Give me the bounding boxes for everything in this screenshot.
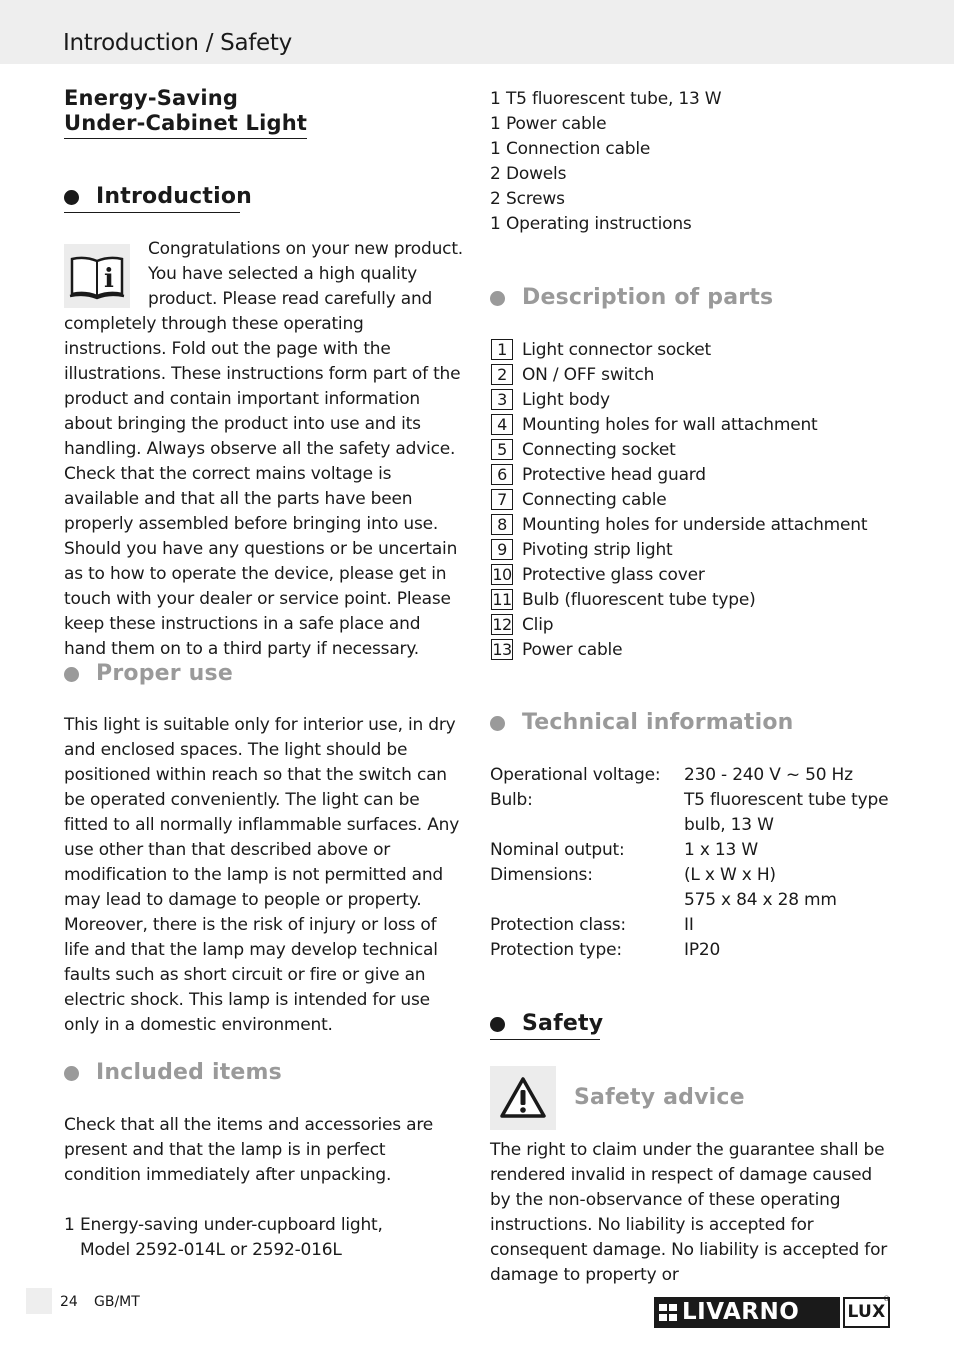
part-label: Light connector socket — [522, 340, 711, 360]
spec-value: IP20 — [684, 940, 721, 960]
spec-value: (L x W x H) — [684, 865, 776, 885]
part-number: 11 — [492, 590, 512, 609]
part-number: 4 — [491, 414, 513, 435]
list-item: 1 T5 fluorescent tube, 13 W — [490, 89, 722, 109]
spec-key: Protection class: — [490, 915, 626, 935]
list-item: 2 Screws — [490, 189, 565, 209]
proper-use-text: This light is suitable only for interior use, in dry and enclosed spaces. The light should be positioned within reach so that the switch can be operated conveniently. The light can be fitted to all normally inflammable surfaces. Any use other than that described above or modification to the lamp is not permitted and may lead to damage to people or property. Moreover, there is the risk of injury or loss of life and that the lamp may develop technical faults such as short circuit or fire or give an electric shock. This lamp is intended for use only in a domestic environment. — [64, 715, 460, 1035]
technical-information-heading — [490, 709, 794, 739]
part-number: 5 — [491, 439, 513, 460]
description-of-parts-heading-label: Description of parts — [522, 285, 774, 310]
logo-grid-icon — [659, 1304, 677, 1321]
description-of-parts-heading — [490, 284, 774, 314]
list-item: 2 Dowels — [490, 164, 567, 184]
part-label: ON / OFF switch — [522, 365, 655, 385]
part-label: Power cable — [522, 640, 623, 660]
spec-key: Bulb: — [490, 790, 533, 810]
bullet-icon — [490, 1017, 505, 1032]
part-label: Mounting holes for wall attachment — [522, 415, 818, 435]
proper-use-heading-label: Proper use — [96, 661, 233, 686]
part-number: 1 — [491, 339, 513, 360]
list-item: 1 Operating instructions — [490, 214, 692, 234]
spec-key: Protection type: — [490, 940, 622, 960]
part-number: 8 — [491, 514, 513, 535]
part-number: 7 — [491, 489, 513, 510]
item-label-cont: Model 2592-014L or 2592-016L — [80, 1240, 342, 1260]
list-item: 1 Connection cable — [490, 139, 651, 159]
logo-main — [654, 1297, 840, 1328]
bullet-icon — [64, 190, 79, 205]
spec-key: Dimensions: — [490, 865, 593, 885]
safety-heading — [490, 1010, 604, 1040]
warning-triangle-icon — [490, 1066, 556, 1130]
bullet-icon — [64, 667, 79, 682]
introduction-paragraph: Congratulations on your new product. You have selected a high quality product. Please read carefully and completely through these operating instructions. Fold out the page with the illustrations. These instructions form part of the product and contain important information about bringing the product into use and its handling. Always observe all the safety advice. Check that the correct mains voltage is available and that all the parts have been properly assembled before bringing into use. Should you have any questions or be uncertain as to how to operate the device, please get in touch with your dealer or service point. Please keep these instructions in a safe place and hand them on to a third party if necessary. — [64, 239, 463, 659]
part-number: 3 — [491, 389, 513, 410]
safety-advice-heading: Safety advice — [574, 1085, 745, 1110]
spec-value: II — [684, 915, 694, 935]
list-item: 1 Power cable — [490, 114, 607, 134]
included-items-heading-label: Included items — [96, 1060, 282, 1085]
page-number: 24 — [60, 1294, 78, 1310]
part-label: Protective head guard — [522, 465, 706, 485]
item-qty: 1 — [64, 1215, 75, 1235]
bullet-icon — [490, 716, 505, 731]
spec-value: 575 x 84 x 28 mm — [684, 890, 837, 910]
included-items-list — [490, 87, 721, 237]
logo-sub: LUX — [843, 1297, 890, 1328]
svg-text:i: i — [104, 264, 114, 294]
product-title-line-2: Under-Cabinet Light — [64, 111, 308, 135]
proper-use-heading — [64, 660, 264, 690]
part-label: Bulb (fluorescent tube type) — [522, 590, 756, 610]
part-label: Connecting socket — [522, 440, 676, 460]
product-title — [64, 86, 307, 139]
part-label: Connecting cable — [522, 490, 667, 510]
introduction-text — [64, 237, 466, 662]
spec-value: T5 fluorescent tube type — [684, 790, 889, 810]
item-label: Energy-saving under-cupboard light, — [80, 1215, 383, 1235]
spec-key: Operational voltage: — [490, 765, 661, 785]
part-number: 12 — [492, 615, 512, 634]
spec-value: 1 x 13 W — [684, 840, 758, 860]
included-items-text: Check that all the items and accessories are present and that the lamp is in perfect condition immediately after unpacking. — [64, 1115, 434, 1185]
logo-brand: LIVARNO — [682, 1299, 800, 1325]
bullet-icon — [490, 291, 505, 306]
safety-heading-label: Safety — [522, 1011, 604, 1036]
product-title-line-1: Energy-Saving — [64, 86, 239, 110]
page-title: Introduction / Safety — [63, 30, 292, 56]
included-item-first — [64, 1213, 383, 1263]
part-number: 13 — [492, 640, 512, 659]
introduction-heading-label: Introduction — [96, 184, 253, 209]
part-label: Clip — [522, 615, 554, 635]
part-label: Pivoting strip light — [522, 540, 673, 560]
part-number: 10 — [492, 565, 512, 584]
bullet-icon — [64, 1066, 79, 1081]
spec-value: bulb, 13 W — [684, 815, 774, 835]
spec-value: 230 - 240 V ~ 50 Hz — [684, 765, 853, 785]
footer-tab — [26, 1288, 52, 1314]
registered-icon: ® — [883, 1295, 890, 1303]
safety-text: The right to claim under the guarantee shall be rendered invalid in respect of damage caused by the non-observance of these operating instructions. No liability is accepted for consequent damage. No liability is accepted for damage to property or — [490, 1140, 888, 1285]
part-label: Mounting holes for underside attachment — [522, 515, 868, 535]
introduction-heading — [64, 183, 253, 213]
region-code: GB/MT — [94, 1294, 140, 1310]
part-number: 6 — [491, 464, 513, 485]
spec-key: Nominal output: — [490, 840, 625, 860]
part-number: 9 — [491, 539, 513, 560]
technical-information-heading-label: Technical information — [522, 710, 794, 735]
included-items-heading — [64, 1059, 294, 1089]
part-label: Light body — [522, 390, 610, 410]
part-label: Protective glass cover — [522, 565, 705, 585]
livarno-lux-logo — [654, 1297, 890, 1328]
part-number: 2 — [491, 364, 513, 385]
